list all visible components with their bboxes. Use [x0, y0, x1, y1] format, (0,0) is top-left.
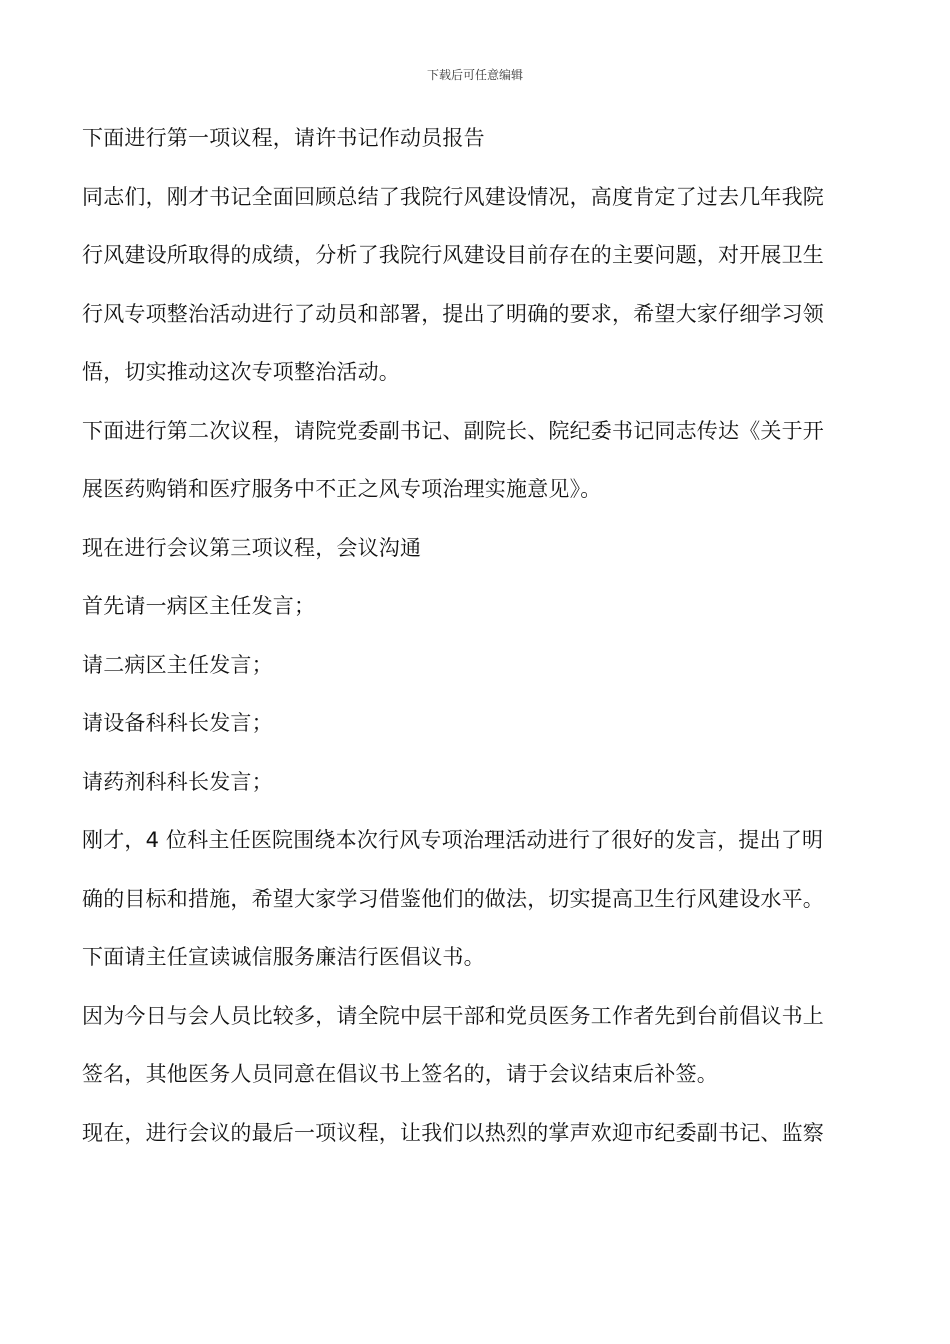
text-line: 签名，其他医务人员同意在倡议书上签名的，请于会议结束后补签。 [82, 1062, 718, 1086]
text-line: 刚才，4 位科主任医院围绕本次行风专项治理活动进行了很好的发言，提出了明 [82, 828, 824, 852]
text-line: 下面进行第一项议程，请许书记作动员报告 [82, 126, 485, 150]
page-header-note: 下载后可任意编辑 [426, 68, 523, 82]
text-line: 下面请主任宣读诚信服务廉洁行医倡议书。 [82, 945, 485, 969]
text-line: 首先请一病区主任发言； [82, 594, 316, 618]
document-body [82, 118, 872, 1171]
text-line: 展医药购销和医疗服务中不正之风专项治理实施意见》。 [82, 477, 602, 501]
text-line: 请设备科科长发言； [82, 711, 273, 735]
text-line: 因为今日与会人员比较多，请全院中层干部和党员医务工作者先到台前倡议书上 [82, 1003, 824, 1028]
text-line: 下面进行第二次议程，请院党委副书记、副院长、院纪委书记同志传达《关于开 [82, 418, 824, 443]
text-line: 请药剂科科长发言； [82, 769, 273, 794]
text-line: 行风建设所取得的成绩，分析了我院行风建设目前存在的主要问题，对开展卫生 [82, 243, 824, 267]
text-line: 现在进行会议第三项议程，会议沟通 [82, 535, 422, 560]
text-line: 现在，进行会议的最后一项议程，让我们以热烈的掌声欢迎市纪委副书记、监察 [82, 1120, 824, 1145]
text-line: 请二病区主任发言； [82, 652, 273, 677]
text-line: 悟，切实推动这次专项整治活动。 [82, 360, 400, 384]
text-line: 同志们，刚才书记全面回顾总结了我院行风建设情况，高度肯定了过去几年我院 [82, 184, 824, 209]
text-line: 行风专项整治活动进行了动员和部署，提出了明确的要求，希望大家仔细学习领 [82, 301, 824, 326]
text-line: 确的目标和措施，希望大家学习借鉴他们的做法，切实提高卫生行风建设水平。 [82, 886, 824, 911]
